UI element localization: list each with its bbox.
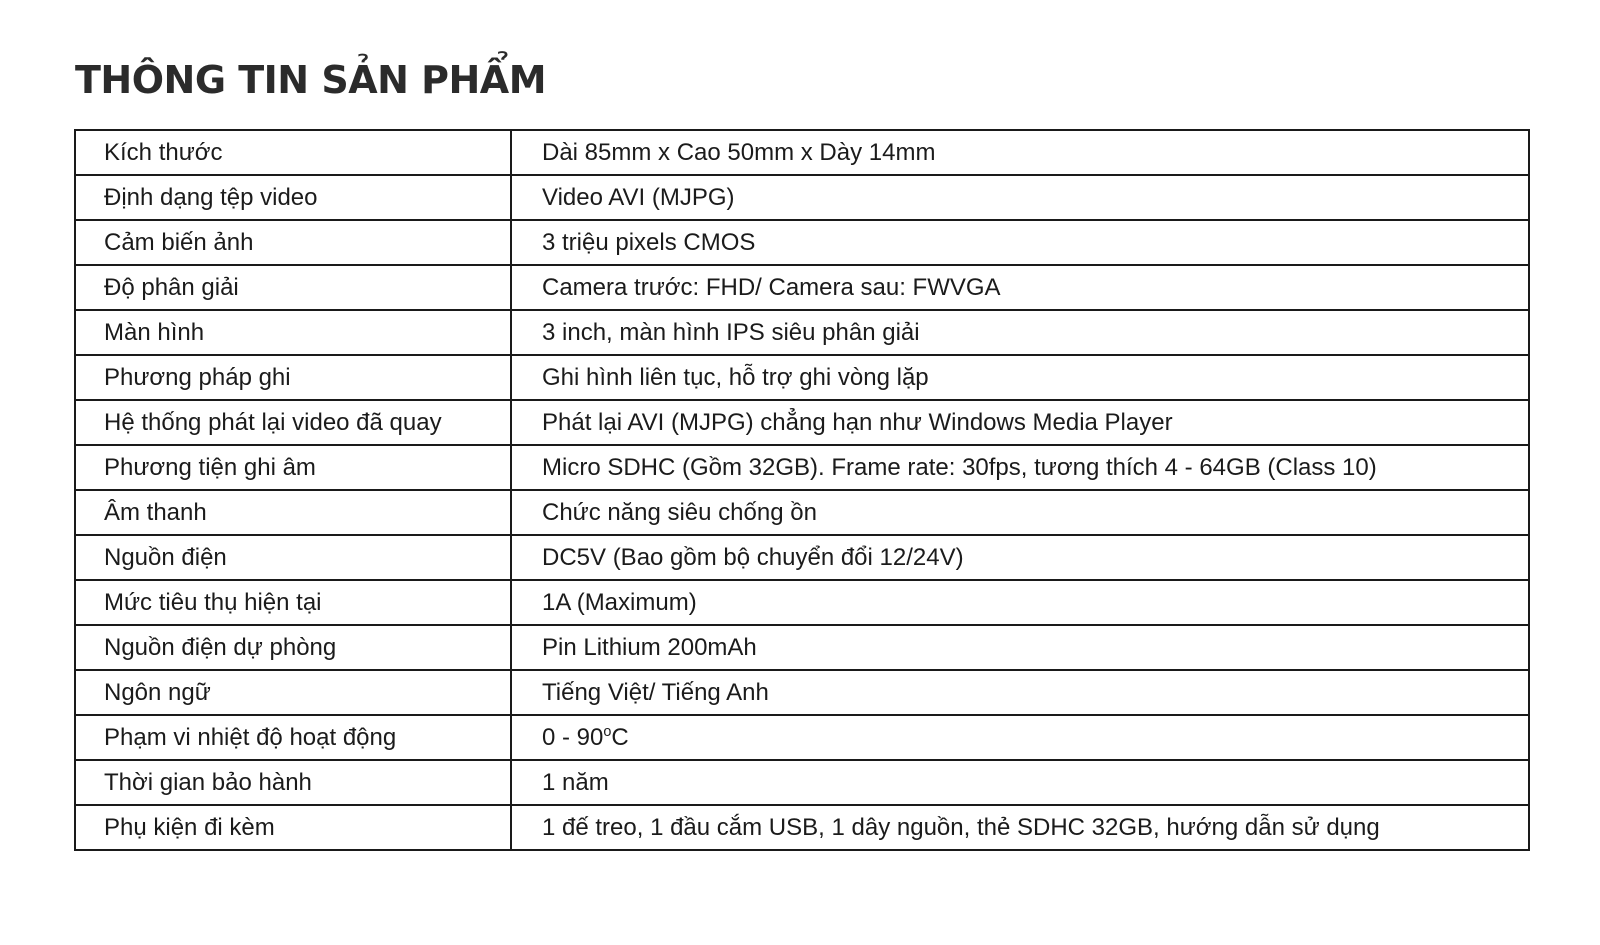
spec-value: 3 inch, màn hình IPS siêu phân giải [511, 310, 1529, 355]
page-title: THÔNG TIN SẢN PHẨM [75, 58, 547, 102]
table-row [75, 355, 1529, 400]
table-row [75, 310, 1529, 355]
spec-value: Pin Lithium 200mAh [511, 625, 1529, 670]
spec-value: 1 đế treo, 1 đầu cắm USB, 1 dây nguồn, thẻ SDHC 32GB, hướng dẫn sử dụng [511, 805, 1529, 850]
spec-value: Video AVI (MJPG) [511, 175, 1529, 220]
spec-label: Ngôn ngữ [75, 670, 511, 715]
table-row [75, 265, 1529, 310]
spec-value: 1 năm [511, 760, 1529, 805]
spec-value: Camera trước: FHD/ Camera sau: FWVGA [511, 265, 1529, 310]
spec-label: Phương tiện ghi âm [75, 445, 511, 490]
spec-label: Phạm vi nhiệt độ hoạt động [75, 715, 511, 760]
spec-value: 3 triệu pixels CMOS [511, 220, 1529, 265]
spec-label: Màn hình [75, 310, 511, 355]
table-row [75, 175, 1529, 220]
spec-label: Mức tiêu thụ hiện tại [75, 580, 511, 625]
table-row [75, 535, 1529, 580]
table-row [75, 805, 1529, 850]
spec-value: DC5V (Bao gồm bộ chuyển đổi 12/24V) [511, 535, 1529, 580]
spec-label: Hệ thống phát lại video đã quay [75, 400, 511, 445]
spec-value: Ghi hình liên tục, hỗ trợ ghi vòng lặp [511, 355, 1529, 400]
temperature-range: 0 - 90 [542, 723, 604, 751]
spec-label: Kích thước [75, 130, 511, 175]
table-row [75, 490, 1529, 535]
spec-value: Micro SDHC (Gồm 32GB). Frame rate: 30fps, tương thích 4 - 64GB (Class 10) [511, 445, 1529, 490]
temperature-unit: C [611, 723, 629, 751]
spec-label: Thời gian bảo hành [75, 760, 511, 805]
spec-label: Âm thanh [75, 490, 511, 535]
spec-label: Định dạng tệp video [75, 175, 511, 220]
spec-label: Nguồn điện [75, 535, 511, 580]
table-row [75, 715, 1529, 760]
table-row [75, 760, 1529, 805]
table-row [75, 580, 1529, 625]
degree-symbol: o [603, 723, 612, 740]
spec-value: Tiếng Việt/ Tiếng Anh [511, 670, 1529, 715]
spec-value: Dài 85mm x Cao 50mm x Dày 14mm [511, 130, 1529, 175]
spec-value: 1A (Maximum) [511, 580, 1529, 625]
spec-value: Chức năng siêu chống ồn [511, 490, 1529, 535]
spec-label: Độ phân giải [75, 265, 511, 310]
spec-label: Phụ kiện đi kèm [75, 805, 511, 850]
spec-value: Phát lại AVI (MJPG) chẳng hạn như Windows Media Player [511, 400, 1529, 445]
table-row [75, 130, 1529, 175]
table-row [75, 670, 1529, 715]
spec-label: Phương pháp ghi [75, 355, 511, 400]
spec-label: Nguồn điện dự phòng [75, 625, 511, 670]
table-row [75, 625, 1529, 670]
spec-table [74, 129, 1530, 851]
table-row [75, 445, 1529, 490]
table-row [75, 400, 1529, 445]
table-row [75, 220, 1529, 265]
spec-label: Cảm biến ảnh [75, 220, 511, 265]
spec-value [511, 715, 1529, 760]
